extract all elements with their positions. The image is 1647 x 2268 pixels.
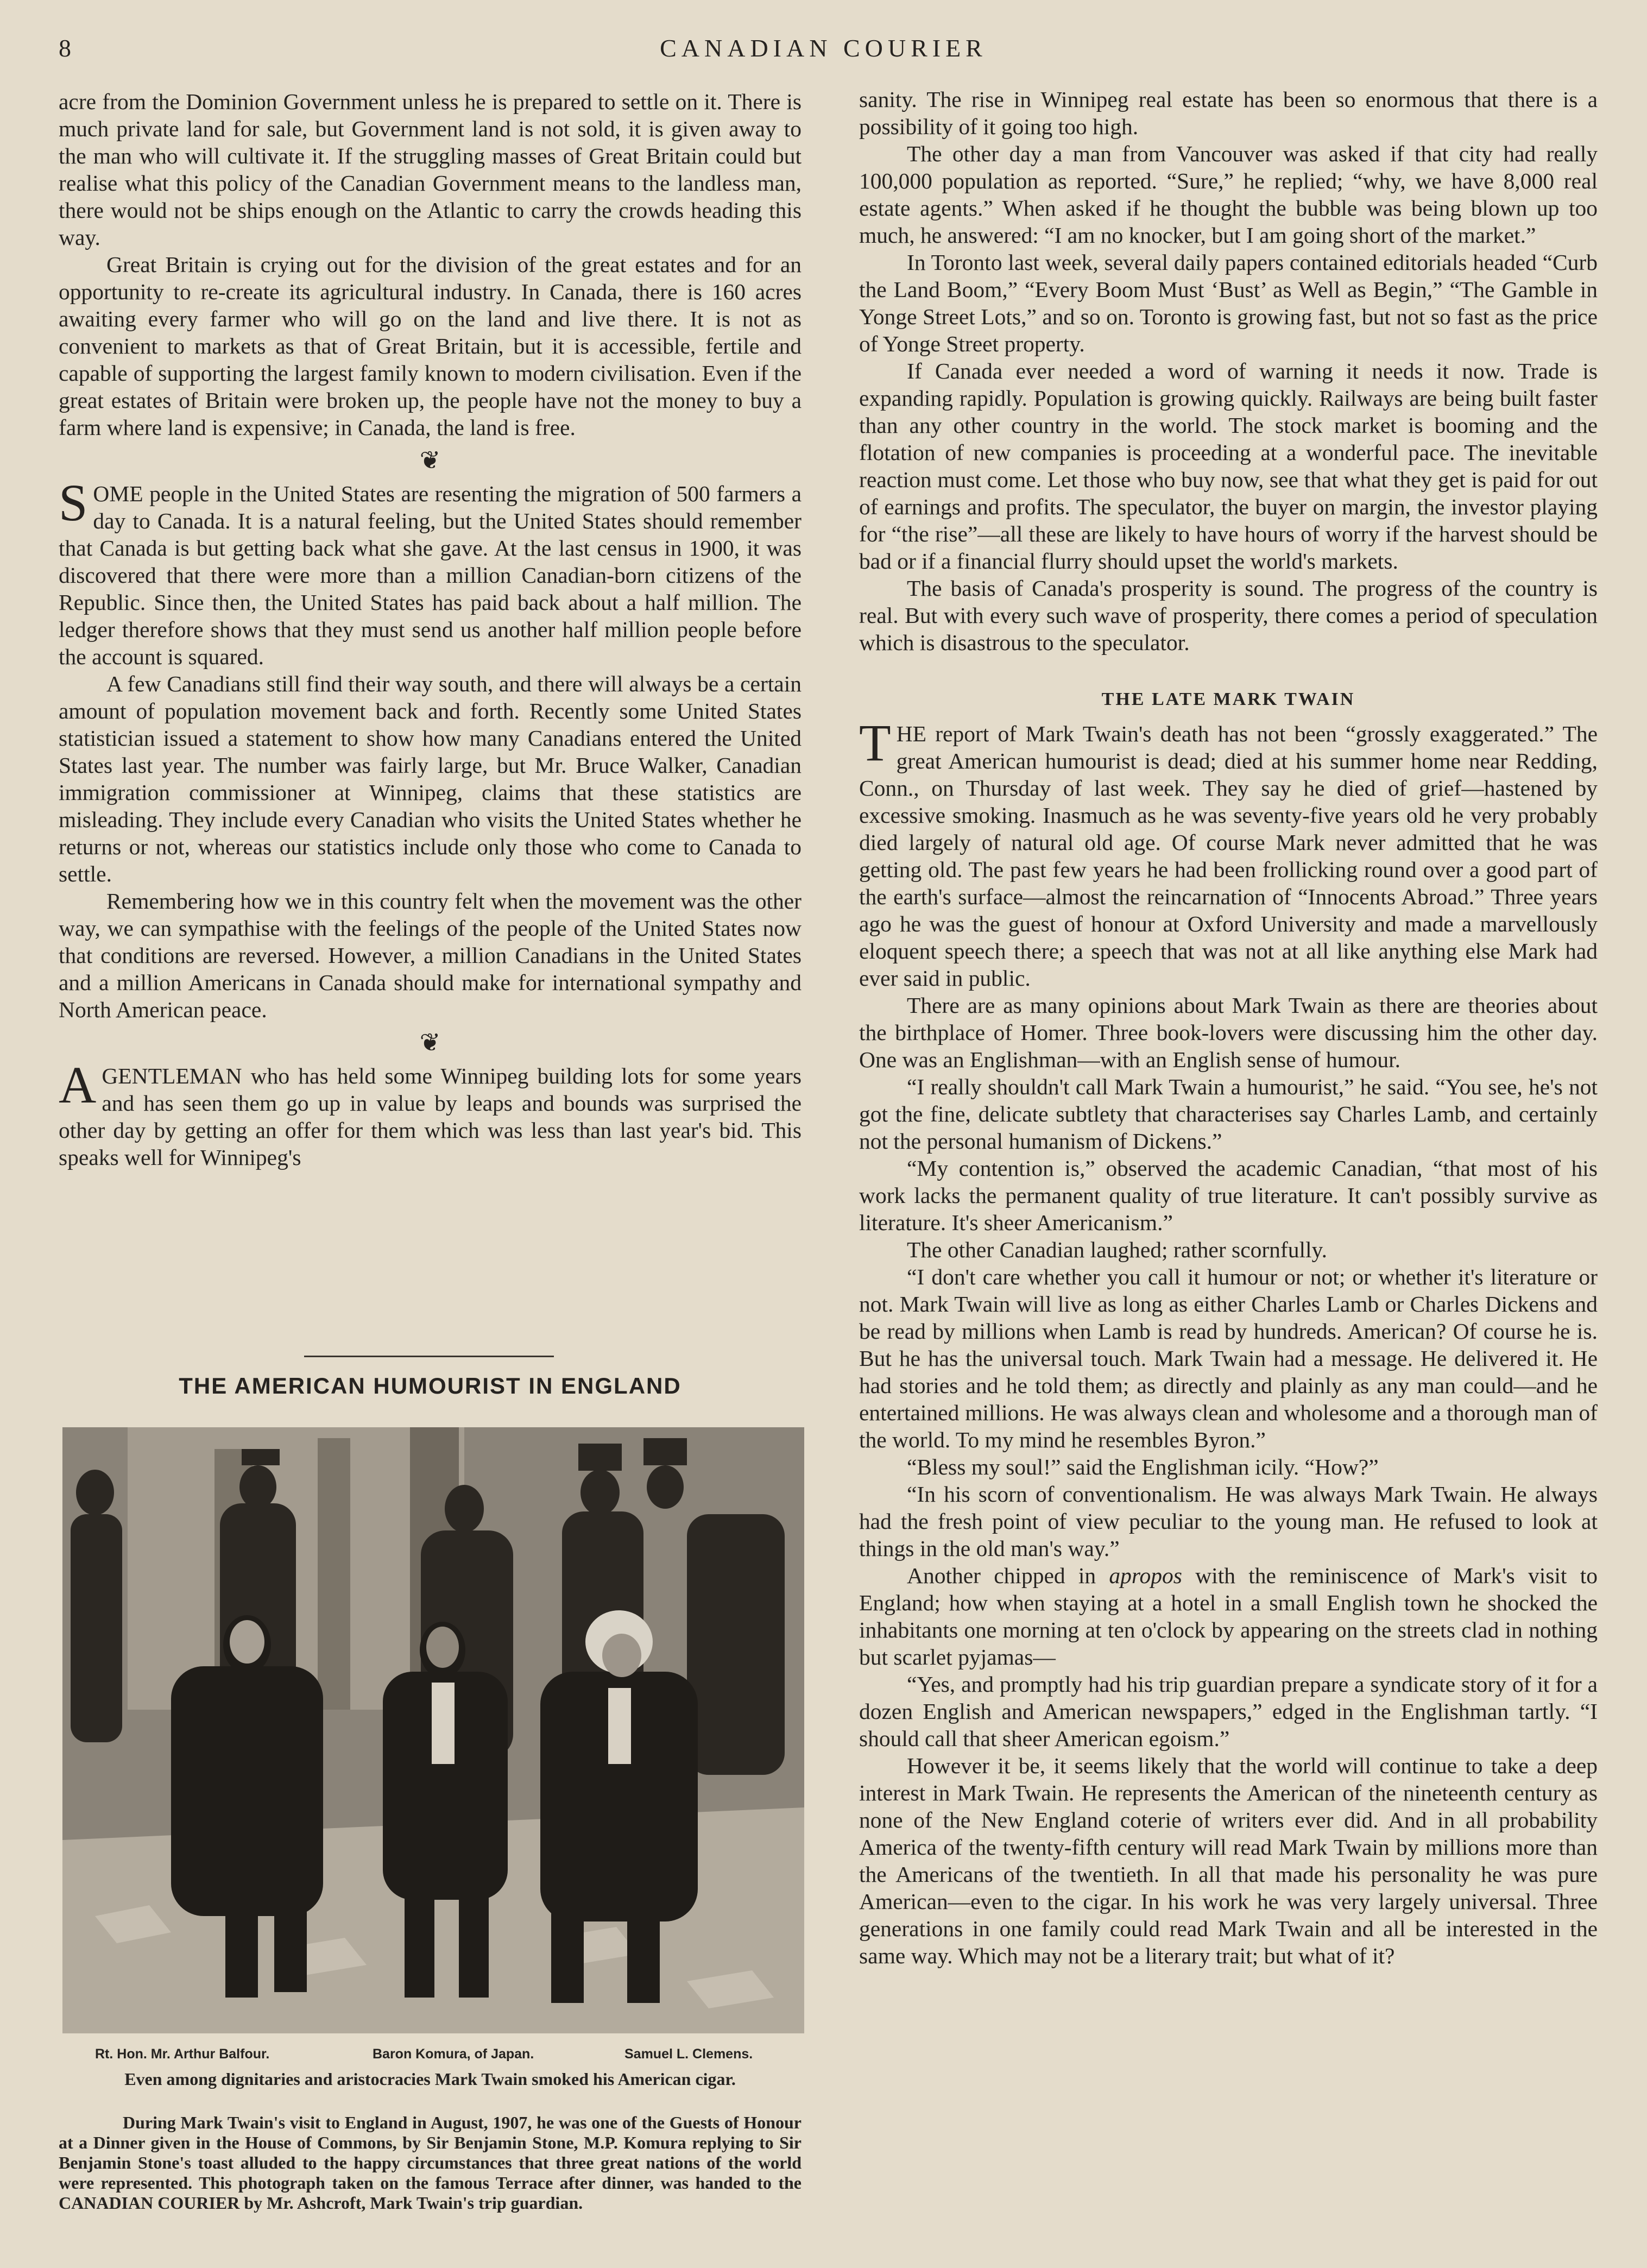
paragraph: “In his scorn of conventionalism. He was always Mark Twain. He always had the fresh point of view peculiar to the young man. He refused to look at things in the old man's way.” <box>859 1482 1598 1561</box>
drop-cap: A <box>59 1056 97 1114</box>
photo-caption-body <box>59 2113 802 2213</box>
drop-cap: S <box>59 474 88 532</box>
paragraph-text: with the reminiscence of Mark's visit to England; how when staying at a hotel in a small English town he shocked the inhabitants one morning at ten o'clock by appearing on the streets clad in nothing but scarlet pyjamas— <box>859 1563 1598 1670</box>
paragraph: However it be, it seems likely that the world will continue to take a deep interest in Mark Twain. He represents the American of the nineteenth century as none of the New England coterie of writers ever did. And in all probability America of the twenty-fifth century will read Mark Twain by millions more than the Americans of the twentieth. In all that made his personality he was pure American—even to the cigar. In his work he was very largely universal. Three generations in one family could read Mark Twain and all be interested in the same way. Which may not be a literary trait; but what of it? <box>859 1753 1598 1968</box>
small-caps-lead: OME <box>93 481 143 506</box>
paragraph: “My contention is,” observed the academic Canadian, “that most of his work lacks the permanent quality of true literature. It can't possibly survive as literature. It's sheer Americanism.” <box>859 1156 1598 1235</box>
fleuron-separator: ❦ <box>419 1029 441 1056</box>
paragraph-text: Another chipped in <box>907 1563 1109 1588</box>
photo-feature-heading: THE AMERICAN HUMOURIST IN ENGLAND <box>179 1373 681 1398</box>
paragraph: There are as many opinions about Mark Twain as there are theories about the birthplace of Homer. Three book-lovers were discussing him the other day. One was an Englishman—with an English sense of humour. <box>859 993 1598 1072</box>
caption-name: Samuel L. Clemens. <box>624 2046 753 2062</box>
small-caps-lead: HE <box>896 721 926 746</box>
paragraph <box>59 1056 802 1171</box>
paragraph <box>859 1562 1598 1671</box>
paragraph: A few Canadians still find their way south, and there will always be a certain amount of population movement back and forth. Recently some United States statistician issued a statement to show how many Canadians entered the United States last year. The number was fairly large, but Mr. Bruce Walker, Canadian immigration commissioner at Winnipeg, claims that these statistics are misleading. They include every Canadian who visits the United States whether he returns or not, whereas our statistics include only those who come to Canada to settle. <box>59 671 802 886</box>
paragraph: sanity. The rise in Winnipeg real estate has been so enormous that there is a possibility of it going too high. <box>859 87 1598 139</box>
italic-word: apropos <box>1109 1563 1182 1588</box>
article-heading: THE LATE MARK TWAIN <box>1101 689 1355 709</box>
paragraph-text: who has held some Winnipeg building lots for some years and has seen them go up in value by leaps and bounds was surprised the other day by getting an offer for them which was less than last year's bid. This speaks well for Winnipeg's <box>59 1063 802 1170</box>
paragraph: “I don't care whether you call it humour or not; or whether it's literature or not. Mark Twain will live as long as either Charles Lamb or Charles Dickens and be read by millions when Lamb is read by hundreds. American? Of course he is. But he has the universal touch. Mark Twain had a message. He delivered it. He had stories and he told them; as directly and plainly as any man could—and he entertained millions. He was always clean and wholesome and a thorough man of the world. To my mind he resembles Byron.” <box>859 1264 1598 1452</box>
paragraph-text: report of Mark Twain's death has not been “grossly exaggerated.” The great American humourist is dead; died at his summer home near Redding, Conn., on Thursday of last week. They say he died of grief—hastened by excessive smoking. Inasmuch as he was seventy-five years old he very probably died largely of natural old age. Of course Mark never admitted that he was getting old. The past few years he had been frollicking round over a good part of the earth's surface—almost the reincarnation of “Innocents Abroad.” Three years ago he was the guest of honour at Oxford University and made a marvellously eloquent speech there; a speech that was not at all like anything else Mark had ever said in public. <box>859 721 1598 991</box>
caption-name: Baron Komura, of Japan. <box>373 2046 534 2062</box>
paragraph <box>859 714 1598 992</box>
paragraph: If Canada ever needed a word of warning it needs it now. Trade is expanding rapidly. Population is growing quickly. Railways are being built faster than any other country in the world. The stock market is booming and the flotation of new companies is proceeding at a wonderful pace. The inevitable reaction must come. Let those who buy now, see that what they get is paid for out of earnings and profits. The speculator, the buyer on margin, the investor playing for “the rise”—all these are likely to have hours of worry if the harvest should be bad or if a financial flurry should upset the world's markets. <box>859 358 1598 574</box>
paragraph-text: people in the United States are resenting the migration of 500 farmers a day to Canada. It is a natural feeling, but the United States should remember that Canada is but getting back what she gave. At the last census in 1900, it was discovered that there were more than a million Canadian-born citizens of the Republic. Since then, the United States has paid back about a half million. The ledger therefore shows that they must send us another half million people before the account is squared. <box>59 481 802 669</box>
paragraph: acre from the Dominion Government unless he is prepared to settle on it. There is much private land for sale, but Government land is not sold, it is given away to the man who will cultivate it. If the struggling masses of Great Britain could but realise what this policy of the Canadian Government means to the landless man, there would not be ships enough on the Atlantic to carry the crowds heading this way. <box>59 89 802 250</box>
paragraph: Great Britain is crying out for the division of the great estates and for an opportunity to re-create its agricultural industry. In Canada, there is 160 acres awaiting every farmer who will go on the land and live there. It is not as convenient to markets as that of Great Britain, but it is accessible, fertile and capable of supporting the largest family known to modern civilisation. Even if the great estates of Britain were broken up, the people have not the money to buy a farm where land is expensive; in Canada, the land is free. <box>59 252 802 440</box>
paragraph: In Toronto last week, several daily papers contained editorials headed “Curb the Land Boom,” “Every Boom Must ‘Bust’ as Well as Begin,” “The Gamble in Yonge Street Lots,” and so on. Toronto is growing fast, but not so fast as the price of Yonge Street property. <box>859 250 1598 356</box>
paragraph: Remembering how we in this country felt when the movement was the other way, we can sympathise with the feelings of the people of the United States now that conditions are reversed. However, a million Canadians in the United States and a million Americans in Canada should make for international sympathy and North American peace. <box>59 889 802 1022</box>
paragraph: The basis of Canada's prosperity is sound. The progress of the country is real. But with every such wave of prosperity, there comes a period of speculation which is disastrous to the speculator. <box>859 576 1598 655</box>
paragraph: “Yes, and promptly had his trip guardian prepare a syndicate story of it for a dozen English and American newspapers,” edged in the Englishman tartly. “I should call that sheer American egoism.” <box>859 1672 1598 1751</box>
paragraph: The other Canadian laughed; rather scornfully. <box>907 1237 1327 1262</box>
photograph-image <box>62 1427 804 2033</box>
left-column <box>59 88 802 1171</box>
fleuron-separator: ❦ <box>419 446 441 474</box>
masthead-title: CANADIAN COURIER <box>660 34 987 62</box>
photograph <box>62 1427 804 2033</box>
paragraph: The other day a man from Vancouver was asked if that city had really 100,000 population as reported. “Sure,” he replied; “why, we have 8,000 real estate agents.” When asked if he thought the bubble was being blown up too much, he answered: “I am no knocker, but I am going short of the market.” <box>859 141 1598 248</box>
caption-name: Rt. Hon. Mr. Arthur Balfour. <box>95 2046 270 2062</box>
right-column <box>859 86 1598 1969</box>
divider-rule <box>304 1356 554 1357</box>
caption-paragraph: During Mark Twain's visit to England in August, 1907, he was one of the Guests of Honour at a Dinner given in the House of Commons, by Sir Benjamin Stone, M.P. Komura replying to Sir Benjamin Stone's toast alluded to the happy circumstances that three great nations of the world were represented. This photograph taken on the famous Terrace after dinner, was handed to the CANADIAN COURIER by Mr. Ashcroft, Mark Twain's trip guardian. <box>59 2113 802 2213</box>
paragraph: “Bless my soul!” said the Englishman icily. “How?” <box>907 1454 1379 1479</box>
small-caps-lead: GENTLEMAN <box>102 1063 242 1088</box>
paragraph: “I really shouldn't call Mark Twain a humourist,” he said. “You see, he's not got the fine, delicate subtlety that characterises say Charles Lamb, and certainly not the personal humanism of Dickens.” <box>859 1074 1598 1154</box>
paragraph <box>59 474 802 670</box>
page-number: 8 <box>59 34 71 62</box>
photo-caption-line: Even among dignitaries and aristocracies Mark Twain smoked his American cigar. <box>124 2069 736 2089</box>
drop-cap: T <box>859 714 891 772</box>
